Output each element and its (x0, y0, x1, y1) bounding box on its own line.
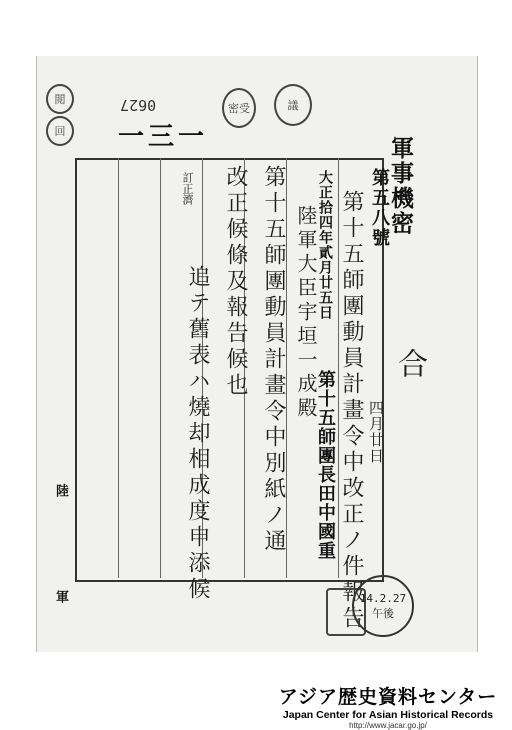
document-date: 大正拾四年貳月廿五日 (317, 170, 333, 320)
body-line-3: 追テ舊表ハ燒却相成度申添候 (185, 265, 210, 603)
correction-note: 訂正濟 (181, 172, 194, 205)
margin-stamp-2: 回 (46, 116, 74, 146)
addressee: 陸軍大臣宇垣一成殿 (294, 205, 318, 421)
margin-label-bottom: 軍 (53, 590, 68, 603)
ruling-line (286, 158, 287, 578)
logo-english: Japan Center for Asian Historical Records (282, 709, 494, 721)
document-number: 第五八號 (369, 168, 390, 248)
logo-url: http://www.jacar.go.jp/ (349, 721, 427, 730)
sheet-number: 0627 (120, 96, 157, 114)
handwritten-mark: 合 (392, 348, 427, 382)
body-line-2: 改正候條及報告候也 (223, 165, 248, 399)
ruling-line (160, 158, 161, 578)
deadline-note: 四月廿日 (367, 400, 385, 464)
margin-stamp-3: 議 (274, 84, 312, 126)
body-line-1: 第十五師團動員計畫令中別紙ノ通 (261, 165, 286, 555)
ruling-line (118, 158, 119, 578)
category-heading: 軍事機密 (387, 136, 413, 236)
brush-mark: 一三一 (118, 122, 209, 152)
margin-label-top: 陸 (53, 484, 68, 497)
sender: 第十五師團長田中國重 (315, 370, 336, 560)
margin-stamp-1: 閲 (46, 84, 74, 114)
document-title: 第十五師團動員計畫令中改正ノ件報告 (339, 190, 364, 632)
header-stamp: 密受 (222, 88, 256, 128)
receipt-stamp-time: 午後 (372, 606, 394, 620)
receipt-date-stamp (352, 575, 414, 637)
logo-japanese: アジア歴史資料センター (278, 686, 498, 708)
receipt-stamp-date: 14.2.27 (359, 591, 407, 605)
